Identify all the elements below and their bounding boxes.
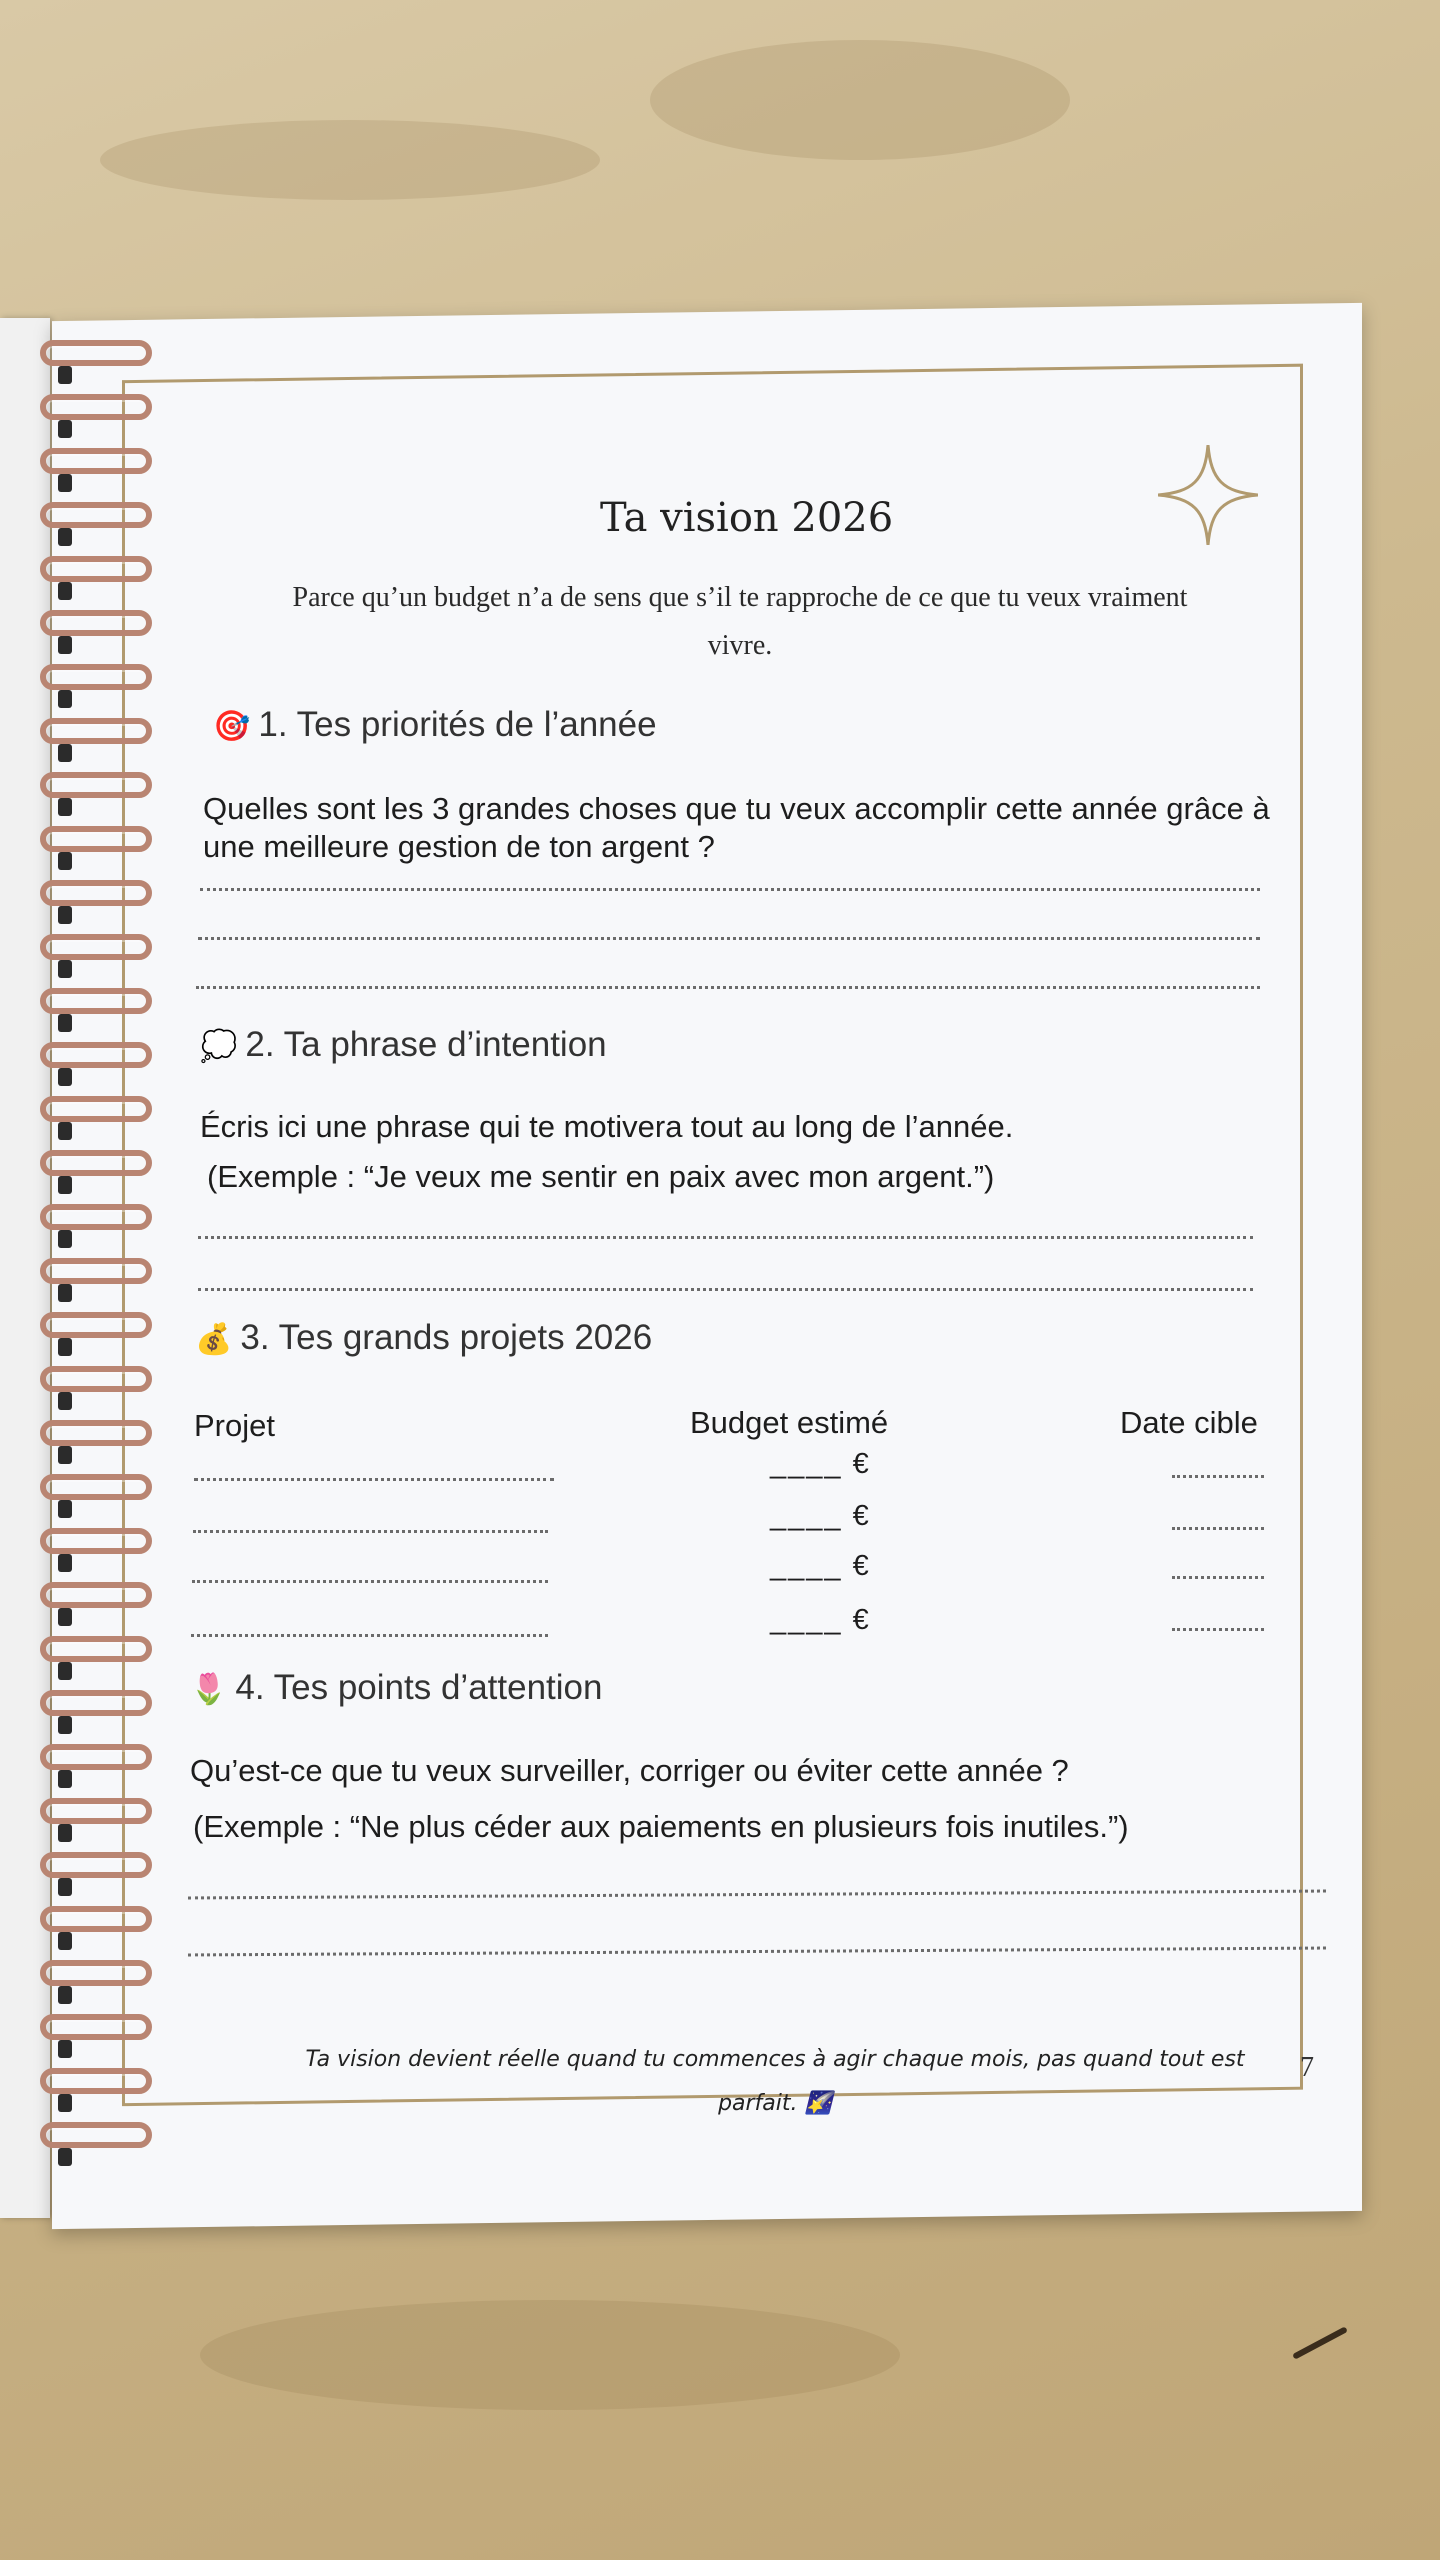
binding-hole xyxy=(58,1824,72,1842)
tulip-icon: 🌷 xyxy=(190,1673,228,1706)
binding-ring xyxy=(40,610,152,636)
binding-ring xyxy=(40,1744,152,1770)
target-icon: 🎯 xyxy=(213,710,251,743)
binding-ring xyxy=(40,1042,152,1068)
binding-ring xyxy=(40,1636,152,1662)
section-4-heading: 🌷 4. Tes points d’attention xyxy=(190,1668,603,1707)
binding-hole xyxy=(58,1122,72,1140)
binding-ring xyxy=(40,772,152,798)
project-line[interactable] xyxy=(194,1478,554,1481)
binding-hole xyxy=(58,690,72,708)
binding-hole xyxy=(58,1446,72,1464)
binding-hole xyxy=(58,1662,72,1680)
binding-hole xyxy=(58,1500,72,1518)
section-2-example: (Exemple : “Je veux me sentir en paix avec mon argent.”) xyxy=(207,1159,995,1194)
binding-ring xyxy=(40,880,152,906)
project-line[interactable] xyxy=(191,1634,548,1637)
binding-ring xyxy=(40,2014,152,2040)
pencil-mark xyxy=(1292,2326,1348,2359)
binding-hole xyxy=(58,1608,72,1626)
budget-field[interactable]: ____ € xyxy=(770,1500,871,1532)
budget-field[interactable]: ____ € xyxy=(770,1448,871,1480)
binding-hole xyxy=(58,366,72,384)
sparkle-icon xyxy=(1158,445,1258,545)
binding-ring xyxy=(40,448,152,474)
page-number: 7 xyxy=(1300,2052,1314,2083)
binding-ring xyxy=(40,1258,152,1284)
column-projet: Projet xyxy=(194,1408,275,1443)
binding-ring xyxy=(40,1150,152,1176)
date-line[interactable] xyxy=(1172,1576,1264,1579)
answer-line[interactable] xyxy=(196,986,1260,989)
binding-ring xyxy=(40,1960,152,1986)
binding-hole xyxy=(58,1230,72,1248)
binding-ring xyxy=(40,1798,152,1824)
wood-grain xyxy=(100,120,600,200)
binding-hole xyxy=(58,582,72,600)
binding-ring xyxy=(40,988,152,1014)
binding-hole xyxy=(58,1878,72,1896)
binding-hole xyxy=(58,2148,72,2166)
binding-ring xyxy=(40,664,152,690)
thought-bubble-icon: 💭 xyxy=(200,1030,238,1063)
section-1-heading: 🎯 1. Tes priorités de l’année xyxy=(213,705,657,744)
binding-ring xyxy=(40,1096,152,1122)
wood-grain xyxy=(200,2300,900,2410)
binding-hole xyxy=(58,1986,72,2004)
answer-line[interactable] xyxy=(200,888,1260,891)
money-bag-icon: 💰 xyxy=(195,1323,233,1356)
binding-hole xyxy=(58,2040,72,2058)
binding-ring xyxy=(40,934,152,960)
binding-hole xyxy=(58,1014,72,1032)
binding-ring xyxy=(40,1420,152,1446)
spiral-binding xyxy=(0,340,170,2200)
binding-hole xyxy=(58,798,72,816)
project-line[interactable] xyxy=(193,1530,548,1533)
binding-hole xyxy=(58,1338,72,1356)
answer-line[interactable] xyxy=(198,1288,1253,1291)
binding-ring xyxy=(40,2122,152,2148)
section-3-heading: 💰 3. Tes grands projets 2026 xyxy=(195,1318,653,1357)
binding-hole xyxy=(58,1716,72,1734)
date-line[interactable] xyxy=(1172,1527,1264,1530)
binding-ring xyxy=(40,1582,152,1608)
binding-hole xyxy=(58,528,72,546)
binding-ring xyxy=(40,1312,152,1338)
binding-hole xyxy=(58,906,72,924)
binding-hole xyxy=(58,2094,72,2112)
project-line[interactable] xyxy=(192,1580,548,1583)
binding-hole xyxy=(58,1284,72,1302)
footer-quote: Ta vision devient réelle quand tu commences à agir chaque mois, pas quand tout est parfait. 🌠 xyxy=(305,2047,1245,2116)
binding-ring xyxy=(40,556,152,582)
binding-ring xyxy=(40,340,152,366)
binding-hole xyxy=(58,1932,72,1950)
binding-ring xyxy=(40,826,152,852)
binding-hole xyxy=(58,636,72,654)
binding-hole xyxy=(58,474,72,492)
answer-line[interactable] xyxy=(198,937,1260,940)
binding-ring xyxy=(40,1204,152,1230)
binding-ring xyxy=(40,1906,152,1932)
binding-ring xyxy=(40,1852,152,1878)
binding-ring xyxy=(40,2068,152,2094)
binding-ring xyxy=(40,1366,152,1392)
binding-hole xyxy=(58,960,72,978)
section-2-heading: 💭 2. Ta phrase d’intention xyxy=(200,1025,607,1064)
date-line[interactable] xyxy=(1172,1475,1264,1478)
binding-ring xyxy=(40,394,152,420)
shooting-star-icon: 🌠 xyxy=(804,2091,832,2116)
budget-field[interactable]: ____ € xyxy=(770,1604,871,1636)
binding-hole xyxy=(58,1392,72,1410)
column-date: Date cible xyxy=(1120,1405,1258,1440)
section-4-example: (Exemple : “Ne plus céder aux paiements en plusieurs fois inutiles.”) xyxy=(193,1809,1129,1844)
binding-hole xyxy=(58,420,72,438)
binding-hole xyxy=(58,1770,72,1788)
wood-grain xyxy=(650,40,1070,160)
binding-hole xyxy=(58,744,72,762)
binding-ring xyxy=(40,1474,152,1500)
binding-ring xyxy=(40,502,152,528)
binding-ring xyxy=(40,718,152,744)
section-4-question: Qu’est-ce que tu veux surveiller, corriger ou éviter cette année ? xyxy=(190,1753,1069,1788)
binding-hole xyxy=(58,1554,72,1572)
section-1-question: Quelles sont les 3 grandes choses que tu veux accomplir cette année grâce à une meilleure gestion de ton argent ? xyxy=(203,791,1270,864)
binding-hole xyxy=(58,852,72,870)
binding-ring xyxy=(40,1690,152,1716)
column-budget: Budget estimé xyxy=(690,1405,889,1440)
binding-hole xyxy=(58,1068,72,1086)
binding-ring xyxy=(40,1528,152,1554)
budget-field[interactable]: ____ € xyxy=(770,1550,871,1582)
section-2-question: Écris ici une phrase qui te motivera tout au long de l’année. xyxy=(200,1109,1014,1144)
page-title: Ta vision 2026 xyxy=(600,495,894,541)
date-line[interactable] xyxy=(1172,1628,1264,1631)
binding-hole xyxy=(58,1176,72,1194)
page-subtitle: Parce qu’un budget n’a de sens que s’il te rapproche de ce que tu veux vraiment vivre. xyxy=(292,582,1188,661)
answer-line[interactable] xyxy=(198,1236,1253,1239)
